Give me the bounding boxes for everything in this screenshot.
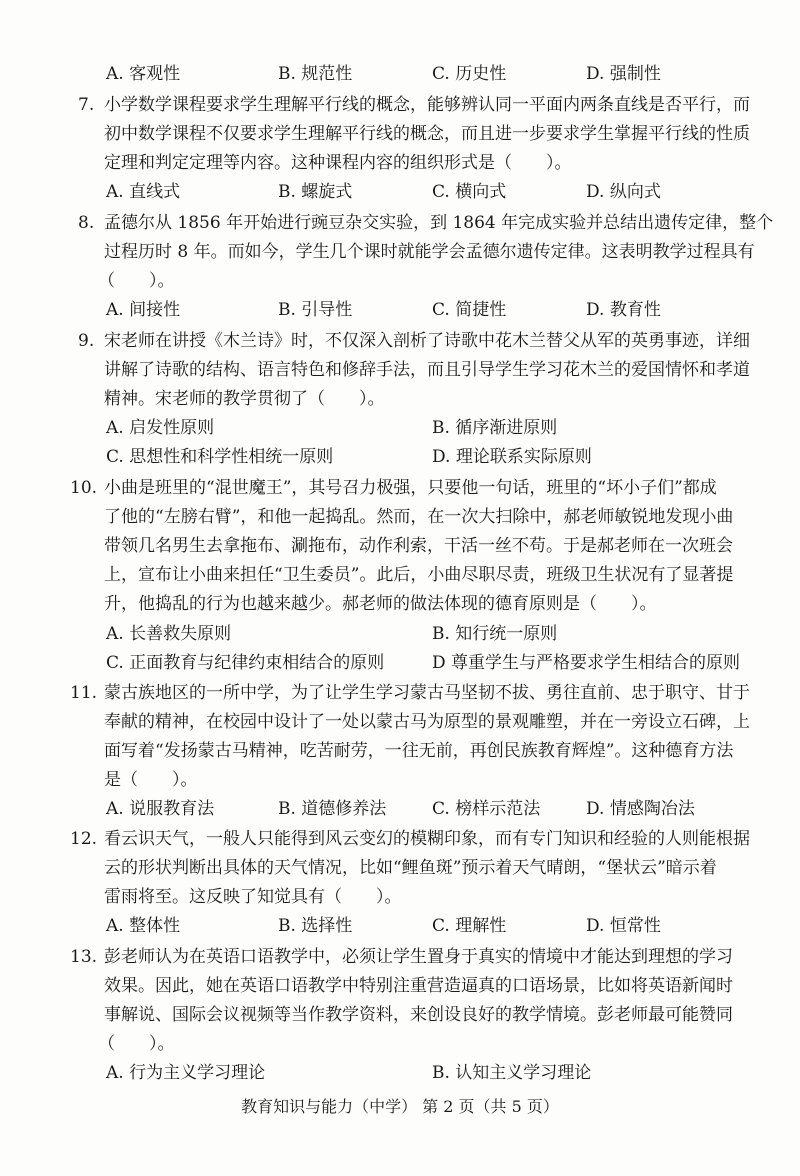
question-number: 7. bbox=[78, 95, 95, 115]
question-text-line: 效果。因此，她在英语口语教学中特别注重营造逼真的口语场景，比如将英语新闻时 bbox=[104, 976, 733, 996]
question-number: 12. bbox=[70, 829, 98, 849]
question-text-line: 精神。宋老师的教学贯彻了（ ）。 bbox=[104, 389, 385, 409]
q11-option-b[interactable]: B. 道德修养法 bbox=[278, 799, 387, 819]
q11-option-a[interactable]: A. 说服教育法 bbox=[106, 799, 215, 819]
question-text-line: 彭老师认为在英语口语教学中，必须让学生置身于真实的情境中才能达到理想的学习 bbox=[104, 947, 733, 967]
q7-option-a[interactable]: A. 直线式 bbox=[106, 182, 181, 202]
question-text-line: 孟德尔从 1856 年开始进行豌豆杂交实验，到 1864 年完成实验并总结出遗传定律，整个 bbox=[104, 213, 774, 233]
q10-option-a[interactable]: A. 长善救失原则 bbox=[106, 624, 232, 644]
question-number: 8. bbox=[78, 213, 95, 233]
q10-option-c[interactable]: C. 正面教育与纪律约束相结合的原则 bbox=[106, 653, 385, 673]
q6-option-b[interactable]: B. 规范性 bbox=[278, 64, 353, 84]
question-number: 13. bbox=[70, 947, 98, 967]
q6-option-c[interactable]: C. 历史性 bbox=[432, 64, 507, 84]
q10-option-b[interactable]: B. 知行统一原则 bbox=[432, 624, 558, 644]
q6-option-d[interactable]: D. 强制性 bbox=[586, 64, 661, 84]
q13-option-b[interactable]: B. 认知主义学习理论 bbox=[432, 1063, 592, 1083]
q12-option-b[interactable]: B. 选择性 bbox=[278, 916, 353, 936]
q12-option-d[interactable]: D. 恒常性 bbox=[586, 916, 661, 936]
q8-option-c[interactable]: C. 简捷性 bbox=[432, 300, 507, 320]
question-text-line: （ ）。 bbox=[98, 1034, 175, 1054]
question-number: 11. bbox=[70, 683, 98, 703]
q11-option-d[interactable]: D. 情感陶冶法 bbox=[586, 799, 695, 819]
question-text-line: 过程历时 8 年。而如今，学生几个课时就能学会孟德尔遗传定律。这表明教学过程具有 bbox=[104, 242, 755, 262]
question-text-line: 小学数学课程要求学生理解平行线的概念，能够辨认同一平面内两条直线是否平行，而 bbox=[104, 95, 750, 115]
question-text-line: 宋老师在讲授《木兰诗》时，不仅深入剖析了诗歌中花木兰替父从军的英勇事迹，详细 bbox=[104, 331, 750, 351]
q9-option-c[interactable]: C. 思想性和科学性相统一原则 bbox=[106, 447, 334, 467]
q10-option-d[interactable]: D 尊重学生与严格要求学生相结合的原则 bbox=[432, 653, 741, 673]
q6-option-a[interactable]: A. 客观性 bbox=[106, 64, 181, 84]
q9-option-b[interactable]: B. 循序渐进原则 bbox=[432, 418, 558, 438]
question-text-line: 面写着“发扬蒙古马精神，吃苦耐劳，一往无前，再创民族教育辉煌”。这种德育方法 bbox=[104, 741, 734, 761]
question-text-line: 蒙古族地区的一所中学，为了让学生学习蒙古马坚韧不拔、勇往直前、忠于职守、甘于 bbox=[104, 683, 750, 703]
q8-option-d[interactable]: D. 教育性 bbox=[586, 300, 661, 320]
question-text-line: 上，宣布让小曲来担任“卫生委员”。此后，小曲尽职尽责，班级卫生状况有了显著提 bbox=[104, 565, 734, 585]
question-text-line: 奉献的精神，在校园中设计了一处以蒙古马为原型的景观雕塑，并在一旁设立石碑，上 bbox=[104, 712, 750, 732]
question-text-line: 是（ ）。 bbox=[104, 770, 198, 790]
q8-option-b[interactable]: B. 引导性 bbox=[278, 300, 353, 320]
q9-option-d[interactable]: D. 理论联系实际原则 bbox=[432, 447, 592, 467]
question-text-line: 雷雨将至。这反映了知觉具有（ ）。 bbox=[104, 887, 402, 907]
question-text-line: 带领几名男生去拿拖布、涮拖布，动作利索，干活一丝不苟。于是郝老师在一次班会 bbox=[104, 536, 733, 556]
q8-option-a[interactable]: A. 间接性 bbox=[106, 300, 181, 320]
question-text-line: 定理和判定定理等内容。这种课程内容的组织形式是（ ）。 bbox=[104, 153, 572, 173]
question-text-line: 事解说、国际会议视频等当作教学资料，来创设良好的教学情境。彭老师最可能赞同 bbox=[104, 1005, 733, 1025]
q12-option-c[interactable]: C. 理解性 bbox=[432, 916, 507, 936]
question-text-line: 初中数学课程不仅要求学生理解平行线的概念，而且进一步要求学生掌握平行线的性质 bbox=[104, 124, 750, 144]
q9-option-a[interactable]: A. 启发性原则 bbox=[106, 418, 215, 438]
q13-option-a[interactable]: A. 行为主义学习理论 bbox=[106, 1063, 266, 1083]
question-number: 9. bbox=[78, 331, 95, 351]
q12-option-a[interactable]: A. 整体性 bbox=[106, 916, 181, 936]
question-text-line: 云的形状判断出具体的天气情况，比如“鲤鱼斑”预示着天气晴朗，“堡状云”暗示着 bbox=[104, 858, 717, 878]
question-text-line: 讲解了诗歌的结构、语言特色和修辞手法，而且引导学生学习花木兰的爱国情怀和孝道 bbox=[104, 360, 750, 380]
q11-option-c[interactable]: C. 榜样示范法 bbox=[432, 799, 541, 819]
question-text-line: 了他的“左膀右臂”，和他一起捣乱。然而，在一次大扫除中，郝老师敏锐地发现小曲 bbox=[104, 507, 734, 527]
page-footer: 教育知识与能力（中学） 第 2 页（共 5 页） bbox=[241, 1097, 559, 1116]
question-text-line: （ ）。 bbox=[98, 271, 175, 291]
q7-option-b[interactable]: B. 螺旋式 bbox=[278, 182, 353, 202]
question-text-line: 看云识天气，一般人只能得到风云变幻的模糊印象，而有专门知识和经验的人则能根据 bbox=[104, 829, 750, 849]
q7-option-c[interactable]: C. 横向式 bbox=[432, 182, 507, 202]
question-text-line: 小曲是班里的“混世魔王”，其号召力极强，只要他一句话，班里的“坏小子们”都成 bbox=[104, 478, 717, 498]
question-number: 10. bbox=[70, 478, 98, 498]
q7-option-d[interactable]: D. 纵向式 bbox=[586, 182, 661, 202]
question-text-line: 升，他捣乱的行为也越来越少。郝老师的做法体现的德育原则是（ ）。 bbox=[104, 594, 657, 614]
